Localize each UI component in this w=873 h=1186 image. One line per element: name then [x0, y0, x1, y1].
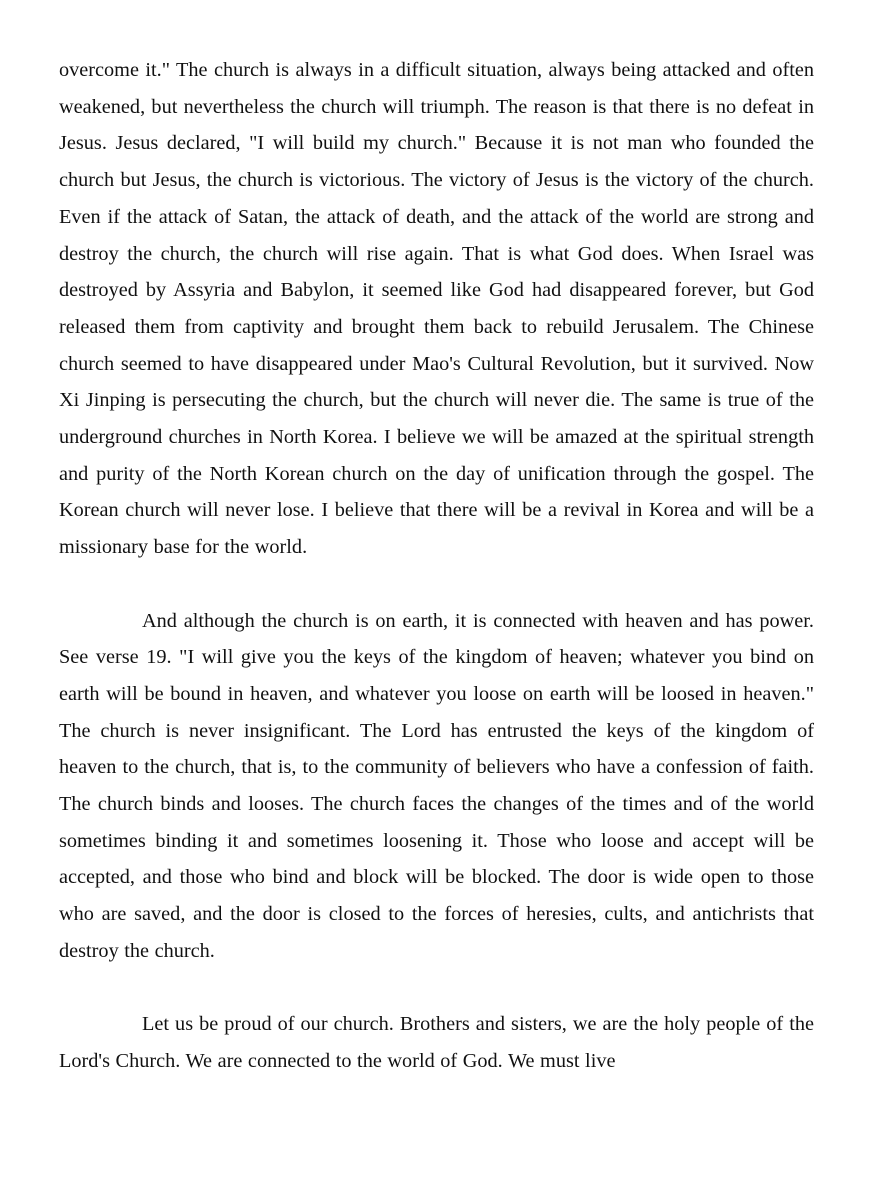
paragraph-spacer — [59, 566, 814, 603]
document-page — [59, 52, 814, 1080]
paragraph-2: And although the church is on earth, it is connected with heaven and has power. See verse 19. "I will give you the keys of the kingdom of heaven; whatever you bind on earth will be bound in heaven, and whatever you loose on earth will be loosed in heaven." The church is never insignificant. The Lord has entrusted the keys of the kingdom of heaven to the church, that is, to the community of believers who have a confession of faith. The church binds and looses. The church faces the changes of the times and of the world sometimes binding it and sometimes loosening it. Those who loose and accept will be accepted, and those who bind and block will be blocked. The door is wide open to those who are saved, and the door is closed to the forces of heresies, cults, and antichrists that destroy the church. — [59, 609, 814, 962]
paragraph-spacer — [59, 970, 814, 1007]
paragraph-1: overcome it." The church is always in a difficult situation, always being attacked and often weakened, but nevertheless the church will triumph. The reason is that there is no defeat in Jesus. Jesus declared, "I will build my church." Because it is not man who founded the church but Jesus, the church is victorious. The victory of Jesus is the victory of the church. Even if the attack of Satan, the attack of death, and the attack of the world are strong and destroy the church, the church will rise again. That is what God does. When Israel was destroyed by Assyria and Babylon, it seemed like God had disappeared forever, but God released them from captivity and brought them back to rebuild Jerusalem. The Chinese church seemed to have disappeared under Mao's Cultural Revolution, but it survived. Now Xi Jinping is persecuting the church, but the church will never die. The same is true of the underground churches in North Korea. I believe we will be amazed at the spiritual strength and purity of the North Korean church on the day of unification through the gospel. The Korean church will never lose. I believe that there will be a revival in Korea and will be a missionary base for the world. — [59, 59, 814, 559]
paragraph-3: Let us be proud of our church. Brothers and sisters, we are the holy people of the Lord's Church. We are connected to the world of God. We must live — [59, 1013, 814, 1072]
